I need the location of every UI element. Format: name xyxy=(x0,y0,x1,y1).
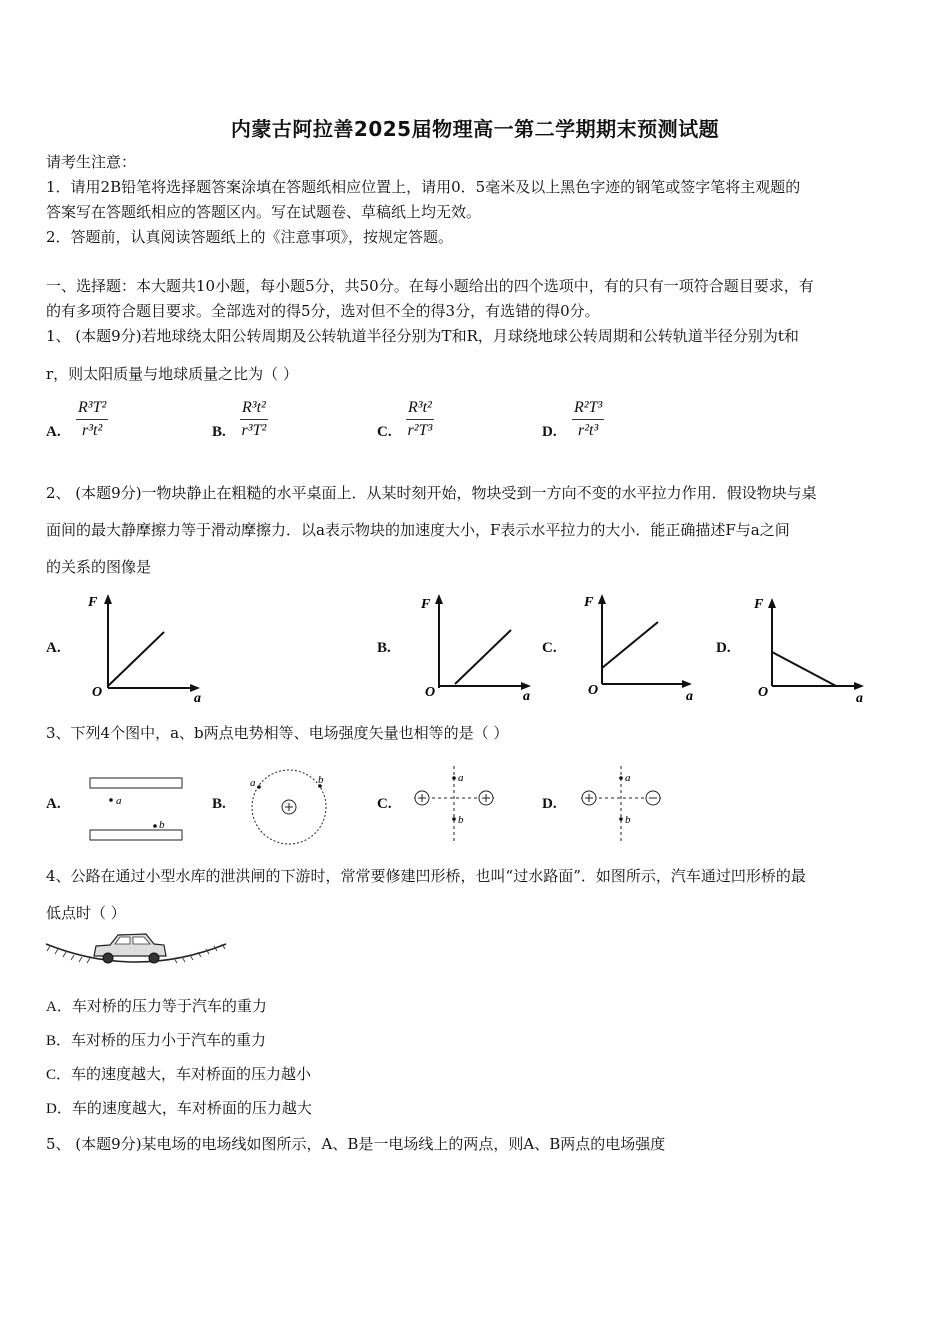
point-b-label: b xyxy=(458,814,464,826)
axis-label-f: F xyxy=(88,595,98,610)
y-axis-arrow xyxy=(598,594,606,604)
q1-option-c-label: C. xyxy=(377,424,392,440)
q1-option-d-fraction xyxy=(572,399,604,440)
q3-option-c-label: C. xyxy=(377,796,392,812)
q3-option-b-label: B. xyxy=(212,796,226,812)
y-axis-arrow xyxy=(435,594,443,604)
notice-item-1-line-1: 1．请用2B铅笔将选择题答案涂填在答题纸相应位置上，请用0．5毫米及以上黑色字迹的钢笔或签字笔将主观题的 xyxy=(46,178,801,196)
q1-option-c-fraction xyxy=(406,399,434,440)
point-b xyxy=(452,817,456,821)
x-axis-arrow xyxy=(682,680,692,688)
q2-graph-a xyxy=(84,590,214,705)
q3-line-1: 3、下列4个图中，a、b两点电势相等、电场强度矢量也相等的是（ ） xyxy=(46,724,509,742)
point-a xyxy=(619,776,623,780)
q2-option-d-label: D. xyxy=(716,640,731,656)
point-a-label: a xyxy=(116,795,122,807)
notice-heading: 请考生注意： xyxy=(46,153,137,171)
graph-line xyxy=(108,632,164,686)
axis-label-a: a xyxy=(856,691,863,706)
q3-option-a-label: A. xyxy=(46,796,61,812)
q1-option-a-fraction xyxy=(76,399,108,440)
car-rear-wheel xyxy=(103,953,113,963)
axis-label-f: F xyxy=(584,595,594,610)
axis-label-a: a xyxy=(194,691,201,705)
point-a xyxy=(257,785,261,789)
section1-line-2: 的有多项符合题目要求。全部选对的得5分，选对但不全的得3分，有选错的得0分。 xyxy=(46,302,600,320)
q1-option-c-denominator: r²T³ xyxy=(407,422,433,439)
q2-line-3: 的关系的图像是 xyxy=(46,558,152,576)
point-a xyxy=(452,776,456,780)
origin-label: O xyxy=(758,685,769,700)
q2-graph-b xyxy=(415,590,545,705)
q1-option-b-label: B. xyxy=(212,424,226,440)
q1-line-1: 1、 (本题9分)若地球绕太阳公转周期及公转轨道半径分别为T和R，月球绕地球公转周期和公转轨道半径分别为t和 xyxy=(46,327,799,345)
q2-line-2: 面间的最大静摩擦力等于滑动摩擦力．以a表示物块的加速度大小，F表示水平拉力的大小．能正确描述F与a之间 xyxy=(46,521,790,539)
origin-label: O xyxy=(92,685,103,700)
q1-option-b-numerator: R³t² xyxy=(240,399,268,420)
q1-option-d-numerator: R²T³ xyxy=(572,399,604,420)
q3-figure-c xyxy=(408,764,500,846)
axis-label-a: a xyxy=(686,689,693,704)
q3-figure-a xyxy=(85,772,190,847)
q1-option-d-denominator: r²t³ xyxy=(578,422,599,439)
bottom-plate xyxy=(90,830,182,840)
q4-concave-bridge-figure xyxy=(44,928,229,970)
point-b-label: b xyxy=(625,814,631,826)
notice-item-2: 2．答题前，认真阅读答题纸上的《注意事项》，按规定答题。 xyxy=(46,228,454,246)
point-a xyxy=(109,798,113,802)
point-b-label: b xyxy=(159,819,165,831)
notice-item-1-line-2: 答案写在答题纸相应的答题区内。写在试题卷、草稿纸上均无效。 xyxy=(46,203,482,221)
q1-option-a-numerator: R³T² xyxy=(76,399,108,420)
q2-graph-c xyxy=(580,590,710,705)
point-b xyxy=(619,817,623,821)
q2-option-a-label: A. xyxy=(46,640,61,656)
y-axis-arrow xyxy=(104,594,112,604)
q2-graph-d xyxy=(750,592,880,707)
q1-option-a-label: A. xyxy=(46,424,61,440)
q2-option-c-label: C. xyxy=(542,640,557,656)
point-a-label: a xyxy=(625,772,631,784)
graph-line xyxy=(602,622,658,668)
x-axis-arrow xyxy=(854,682,864,690)
q4-option-b: B．车对桥的压力小于汽车的重力 xyxy=(46,1033,267,1049)
q3-option-d-label: D. xyxy=(542,796,557,812)
q4-line-1: 4、公路在通过小型水库的泄洪闸的下游时，常常要修建凹形桥，也叫“过水路面”．如图所示，汽车通过凹形桥的最 xyxy=(46,867,806,885)
point-b-label: b xyxy=(318,774,324,786)
origin-label: O xyxy=(425,685,436,700)
origin-label: O xyxy=(588,683,599,698)
point-a-label: a xyxy=(458,772,464,784)
q2-line-1: 2、 (本题9分)一物块静止在粗糙的水平桌面上．从某时刻开始，物块受到一方向不变的水平拉力作用．假设物块与桌 xyxy=(46,484,817,502)
y-axis-arrow xyxy=(768,598,776,608)
q4-line-2: 低点时（ ） xyxy=(46,904,126,922)
q3-figure-b xyxy=(245,764,335,850)
axis-label-a: a xyxy=(523,689,530,704)
top-plate xyxy=(90,778,182,788)
q1-option-d-label: D. xyxy=(542,424,557,440)
page-title: 内蒙古阿拉善2025届物理高一第二学期期末预测试题 xyxy=(230,117,720,141)
section1-line-1: 一、选择题：本大题共10小题，每小题5分，共50分。在每小题给出的四个选项中，有的只有一项符合题目要求，有 xyxy=(46,277,814,295)
q1-line-2: r，则太阳质量与地球质量之比为（ ） xyxy=(46,365,298,383)
car-front-wheel xyxy=(149,953,159,963)
q1-option-b-denominator: r³T² xyxy=(241,422,267,439)
axis-label-f: F xyxy=(421,597,431,612)
q1-option-b-fraction xyxy=(240,399,268,440)
q2-option-b-label: B. xyxy=(377,640,391,656)
q4-option-c: C．车的速度越大，车对桥面的压力越小 xyxy=(46,1067,312,1083)
q5-line-1: 5、 (本题9分)某电场的电场线如图所示，A、B是一电场线上的两点，则A、B两点的电场强度 xyxy=(46,1135,666,1153)
point-b xyxy=(153,824,157,828)
q3-figure-d xyxy=(575,764,667,846)
q4-option-d: D．车的速度越大，车对桥面的压力越大 xyxy=(46,1101,312,1117)
axis-label-f: F xyxy=(754,597,764,612)
point-a-label: a xyxy=(250,777,256,789)
graph-line xyxy=(455,630,511,684)
q1-option-c-numerator: R³t² xyxy=(406,399,434,420)
graph-line xyxy=(772,652,836,686)
q1-option-a-denominator: r³t² xyxy=(82,422,103,439)
q4-option-a: A．车对桥的压力等于汽车的重力 xyxy=(46,999,267,1015)
